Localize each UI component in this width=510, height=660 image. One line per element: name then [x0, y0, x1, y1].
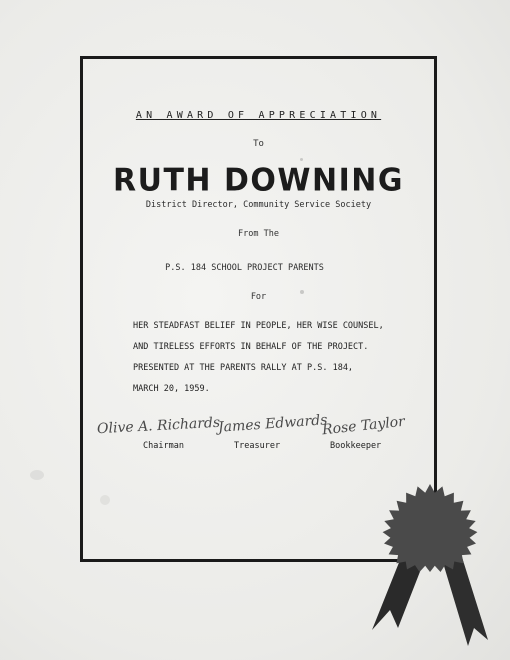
signatory-title-bookkeeper: Bookkeeper: [330, 441, 382, 451]
seal-starburst: [383, 484, 478, 572]
signature-treasurer: James Edwards: [217, 412, 328, 436]
signature-bookkeeper: Rose Taylor: [321, 413, 406, 439]
citation-line: AND TIRELESS EFFORTS IN BEHALF OF THE PROJECT.: [133, 342, 369, 352]
recipient-name: RUTH DOWNING: [113, 162, 404, 199]
from-label: From The: [238, 229, 279, 239]
signature-chairman: Olive A. Richards: [96, 414, 221, 438]
citation-line: PRESENTED AT THE PARENTS RALLY AT P.S. 184,: [133, 363, 354, 373]
citation-line: MARCH 20, 1959.: [133, 384, 210, 394]
for-label: For: [250, 292, 267, 302]
recipient-title: District Director, Community Service Society: [145, 200, 372, 210]
signatory-title-treasurer: Treasurer: [234, 441, 281, 451]
signatory-title-chairman: Chairman: [143, 441, 184, 451]
organization-name: P.S. 184 SCHOOL PROJECT PARENTS: [165, 263, 324, 273]
award-heading: AN AWARD OF APPRECIATION: [135, 110, 382, 121]
citation-line: HER STEADFAST BELIEF IN PEOPLE, HER WISE COUNSEL,: [133, 321, 384, 331]
citation-text: [133, 320, 423, 404]
to-label: To: [253, 139, 264, 149]
award-seal-icon: [360, 480, 510, 660]
